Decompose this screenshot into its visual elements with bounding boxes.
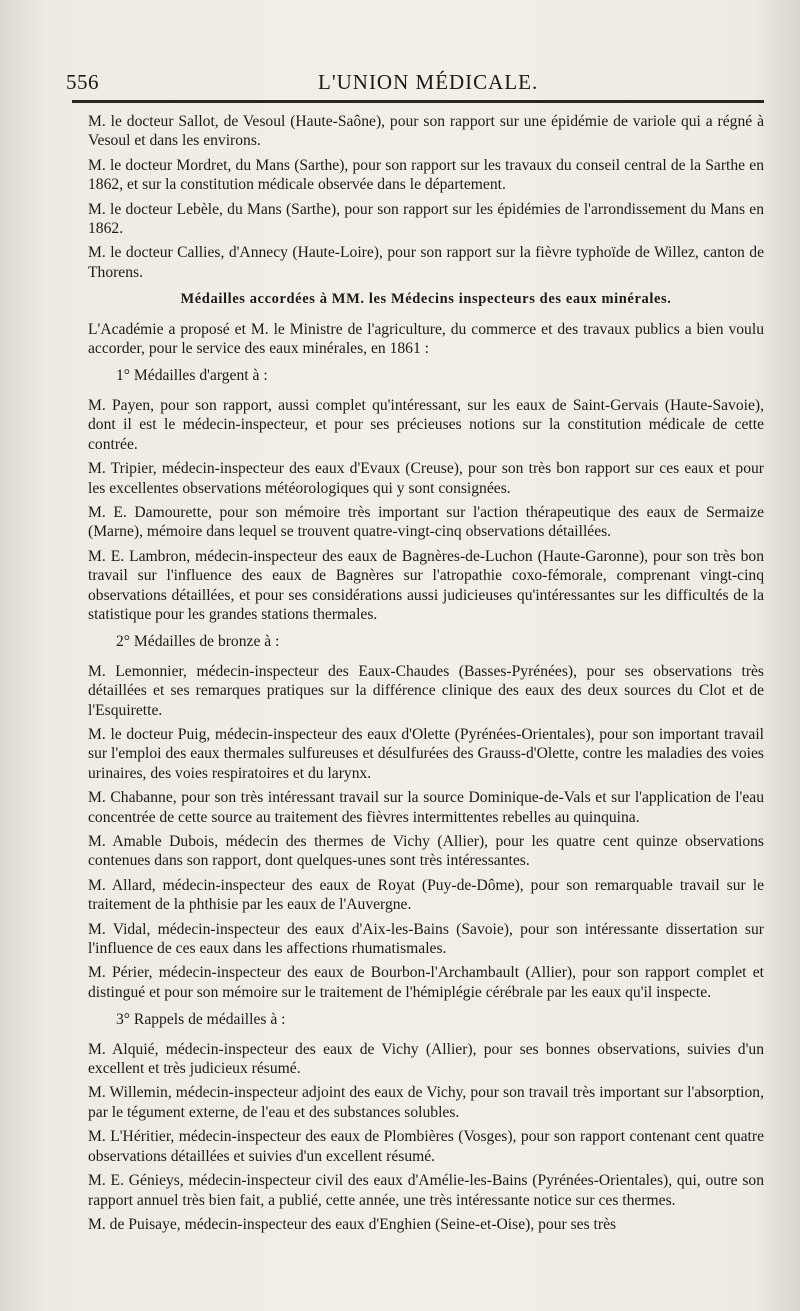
entry-paragraph: M. Chabanne, pour son très intéressant travail sur la source Dominique-de-Vals et sur l'application de l'eau concentrée de cette source au traitement des fièvres intermittentes rebelles au quinquina. xyxy=(88,789,764,826)
entry-paragraph: M. Payen, pour son rapport, aussi complet qu'intéressant, sur les eaux de Saint-Gervais (Haute-Savoie), dont il est le médecin-inspecteur, et pour ses précieuses notions sur la constitution médicale de cette contrée. xyxy=(88,396,764,453)
entry-paragraph: M. le docteur Sallot, de Vesoul (Haute-Saône), pour son rapport sur une épidémie de variole qui a régné à Vesoul et dans les environs. xyxy=(88,113,764,150)
entry-paragraph: M. le docteur Mordret, du Mans (Sarthe), pour son rapport sur les travaux du conseil central de la Sarthe en 1862, et sur la constitution médicale observée dans le département. xyxy=(88,156,764,194)
entry-paragraph: M. Amable Dubois, médecin des thermes de Vichy (Allier), pour les quatre cent quinze observations contenues dans son rapport, dont quelques-unes sont très intéressantes. xyxy=(88,833,764,870)
subheading-recall: 3° Rappels de médailles à : xyxy=(116,1011,286,1029)
entry-paragraph: M. le docteur Callies, d'Annecy (Haute-Loire), pour son rapport sur la fièvre typhoïde de Willez, canton de Thorens. xyxy=(88,244,764,281)
entry-paragraph: M. E. Lambron, médecin-inspecteur des eaux de Bagnères-de-Luchon (Haute-Garonne), pour son très bon travail sur l'influence des eaux de Bagnères sur l'atropathie coxo-fémorale, comprenant vingt-cinq observations détaillées, et pour ses considérations aussi judicieuses qu'intéressantes sur les difficultés de la statistique pour les grandes stations thermales. xyxy=(88,547,764,623)
running-title: L'UNION MÉDICALE. xyxy=(318,70,539,94)
entry-paragraph: M. L'Héritier, médecin-inspecteur des eaux de Plombières (Vosges), pour son rapport contenant cent quatre observations détaillées et suivies d'un excellent résumé. xyxy=(88,1128,764,1165)
entry-paragraph: M. Périer, médecin-inspecteur des eaux de Bourbon-l'Archambault (Allier), pour son rapport complet et distingué et pour son mémoire sur le traitement de l'hémiplégie cérébrale par les eaux qu'il inspecte. xyxy=(88,964,764,1001)
entry-paragraph: M. Lemonnier, médecin-inspecteur des Eaux-Chaudes (Basses-Pyrénées), pour ses observations très détaillées et ses remarques pratiques sur la différence clinique des eaux des deux sources du Clot et de l'Esquirette. xyxy=(88,662,764,719)
page-number: 556 xyxy=(66,70,99,94)
header-rule xyxy=(72,100,764,103)
entry-paragraph: M. Willemin, médecin-inspecteur adjoint des eaux de Vichy, pour son travail très important sur l'absorption, par le tégument externe, de l'eau et des substances solubles. xyxy=(88,1084,764,1121)
entry-paragraph: M. le docteur Puig, médecin-inspecteur des eaux d'Olette (Pyrénées-Orientales), pour son important travail sur l'emploi des eaux thermales sulfureuses et désulfurées des Grauss-d'Olette, contre les maladies des voies urinaires, des voies respiratoires et du larynx. xyxy=(88,725,764,782)
entry-paragraph: M. Allard, médecin-inspecteur des eaux de Royat (Puy-de-Dôme), pour son remarquable travail sur le traitement de la phthisie par les eaux de l'Auvergne. xyxy=(88,876,764,914)
entry-paragraph: M. Vidal, médecin-inspecteur des eaux d'Aix-les-Bains (Savoie), pour son intéressante dissertation sur l'influence de ces eaux dans les affections rhumatismales. xyxy=(88,920,764,958)
subheading-bronze: 2° Médailles de bronze à : xyxy=(116,633,280,651)
page-header xyxy=(66,62,758,94)
subheading-silver: 1° Médailles d'argent à : xyxy=(116,367,268,385)
entry-paragraph: M. le docteur Lebèle, du Mans (Sarthe), pour son rapport sur les épidémies de l'arrondissement du Mans en 1862. xyxy=(88,200,764,238)
entry-paragraph: M. Tripier, médecin-inspecteur des eaux d'Evaux (Creuse), pour son très bon rapport sur ces eaux et pour les excellentes observations météorologiques qui y sont consignées. xyxy=(88,460,764,497)
entries-recall xyxy=(88,1040,764,1235)
intro-paragraph: L'Académie a proposé et M. le Ministre de l'agriculture, du commerce et des travaux publics a bien voulu accorder, pour le service des eaux minérales, en 1861 : xyxy=(88,320,764,358)
document-body xyxy=(88,112,764,1239)
entry-paragraph: M. E. Damourette, pour son mémoire très important sur l'action thérapeutique des eaux de Sermaize (Marne), mémoire dans lequel se trouvent quatre-vingt-cinq observations détaillées. xyxy=(88,503,764,541)
entries-bronze xyxy=(88,662,764,1003)
entry-paragraph: M. E. Génieys, médecin-inspecteur civil des eaux d'Amélie-les-Bains (Pyrénées-Orientales), qui, outre son rapport annuel très bien fait, a publié, cette année, une très intéressante notice sur ces thermes. xyxy=(88,1172,764,1209)
entry-paragraph: M. Alquié, médecin-inspecteur des eaux de Vichy (Allier), pour ses bonnes observations, suivies d'un excellent et très judicieux résumé. xyxy=(88,1040,764,1078)
section-heading: Médailles accordées à MM. les Médecins inspecteurs des eaux minérales. xyxy=(180,291,672,308)
entries-top xyxy=(88,112,764,282)
entries-silver xyxy=(88,396,764,624)
entry-paragraph: M. de Puisaye, médecin-inspecteur des eaux d'Enghien (Seine-et-Oise), pour ses très xyxy=(88,1215,617,1233)
